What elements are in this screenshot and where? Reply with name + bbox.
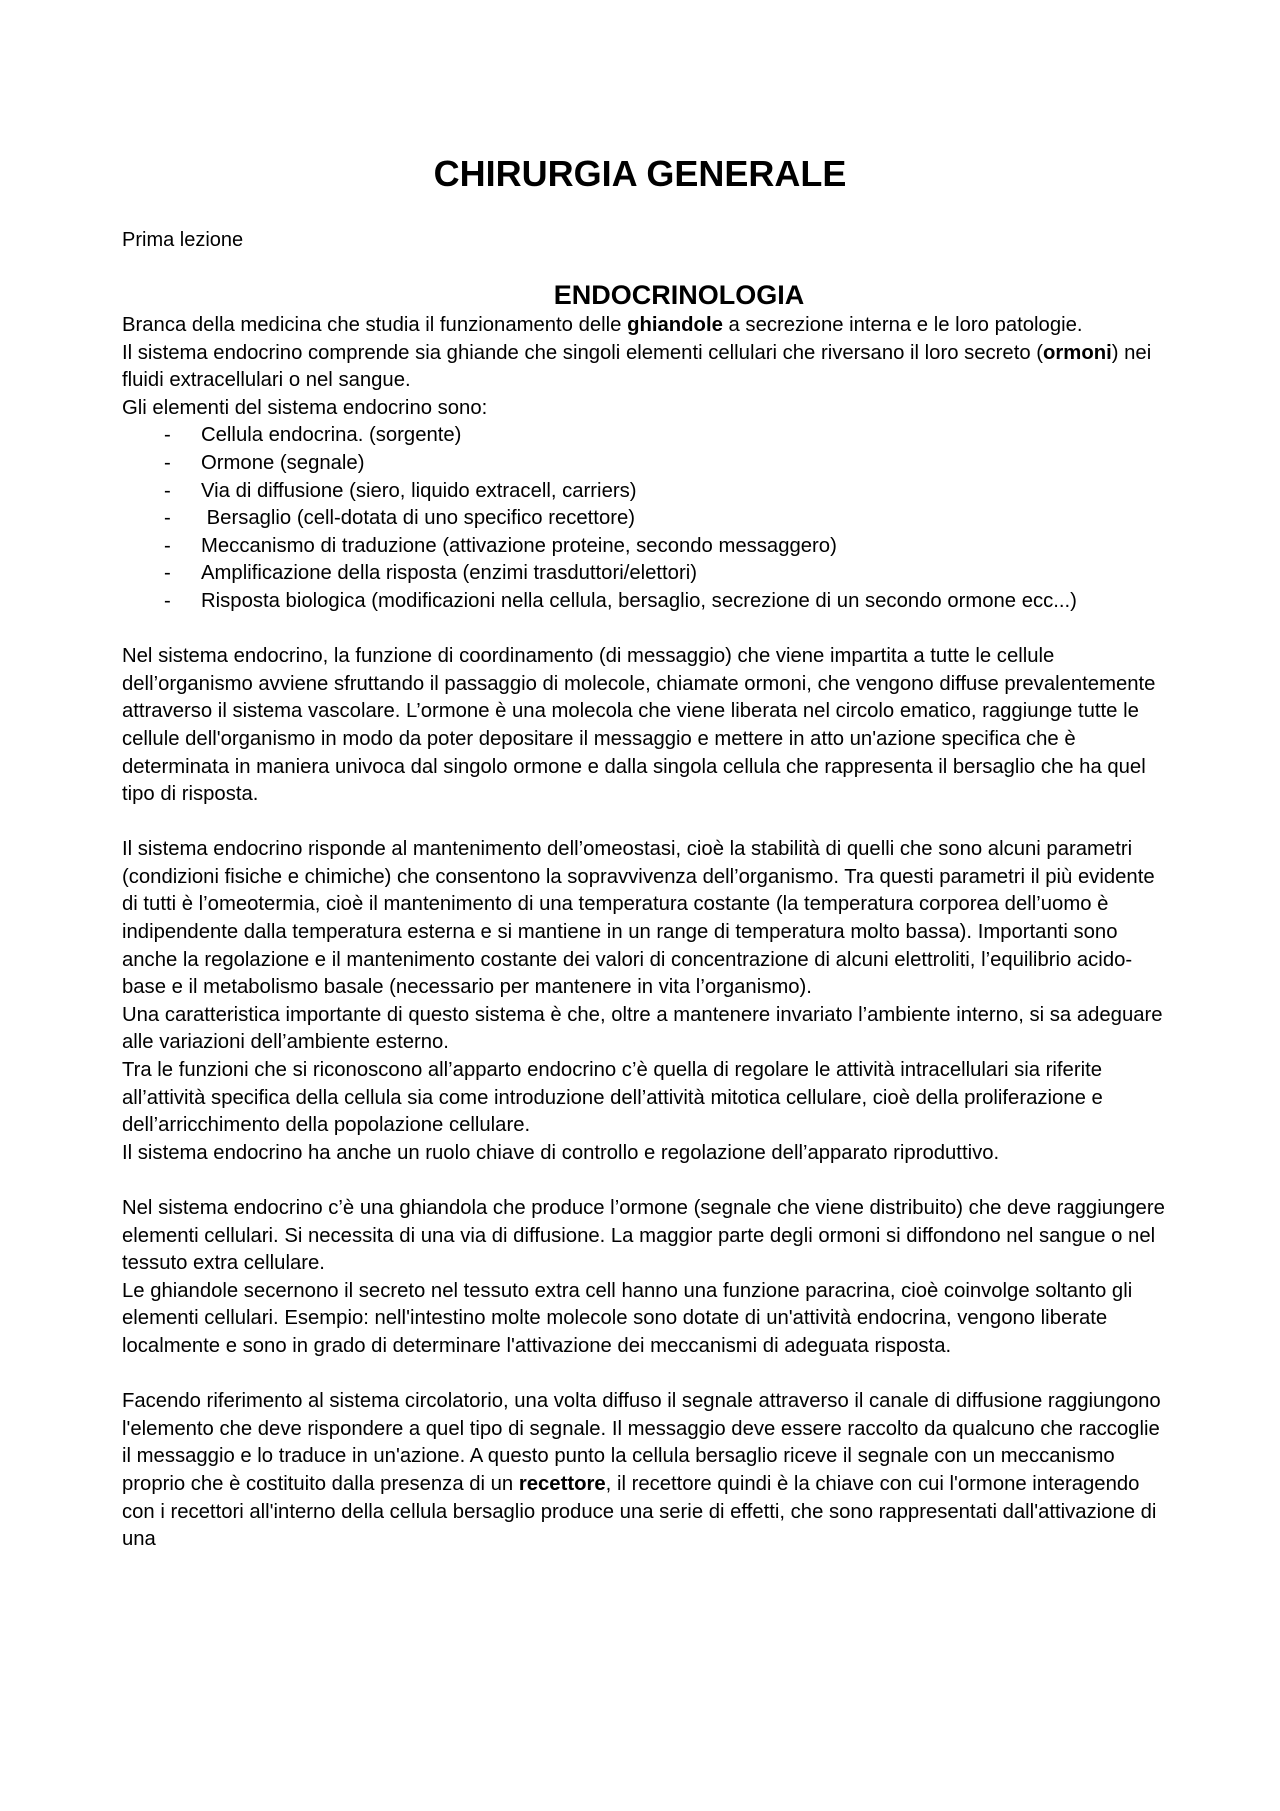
paragraph-gap — [122, 616, 1172, 644]
intro-text: Il sistema endocrino comprende sia ghiande che singoli elementi cellulari che riversano il loro secreto ( — [122, 341, 1044, 364]
lesson-subtitle: Prima lezione — [122, 229, 244, 251]
list-item: - Via di diffusione (siero, liquido extracell, carriers) — [122, 478, 1172, 506]
list-item: - Cellula endocrina. (sorgente) — [122, 422, 1172, 450]
paragraph-gland: Nel sistema endocrino c’è una ghiandola che produce l’ormone (segnale che viene distribuito) che deve raggiungere elementi cellulari. Si necessita di una via di diffusione. La maggior parte degli ormoni si diffondono nel sangue o nel tessuto extra cellulare. — [122, 1197, 1165, 1275]
paragraph-gap — [122, 1361, 1172, 1389]
list-item: - Meccanismo di traduzione (attivazione proteine, secondo messaggero) — [122, 533, 1172, 561]
elements-list — [122, 422, 1172, 615]
intro-text: ) nei fluidi extracellulari o nel sangue. — [122, 341, 1152, 392]
paragraph-paracrine: Le ghiandole secernono il secreto nel tessuto extra cell hanno una funzione paracrina, cioè coinvolge soltanto gli elementi cellulari. Esempio: nell'intestino molte molecole sono dotate di un'attività endocrina, vengono liberate localmente e sono in grado di determinare l'attivazione dei meccanismi di adeguata risposta. — [122, 1279, 1133, 1357]
list-item: - Bersaglio (cell-dotata di uno specifico recettore) — [122, 505, 1172, 533]
intro-paragraph-definition — [122, 312, 1172, 340]
list-intro: Gli elementi del sistema endocrino sono: — [122, 396, 488, 419]
list-item: - Amplificazione della risposta (enzimi trasduttori/elettori) — [122, 560, 1172, 588]
intro-paragraph-system — [122, 340, 1172, 395]
section-heading: ENDOCRINOLOGIA — [553, 280, 805, 310]
paragraph-homeostasis: Il sistema endocrino risponde al mantenimento dell’omeostasi, cioè la stabilità di quelli che sono alcuni parametri (condizioni fisiche e chimiche) che consentono la sopravvivenza dell’organismo. Tra questi parametri il più evidente di tutti è l’omeotermia, cioè il mantenimento di una temperatura costante (la temperatura corporea dell’uomo è indipendente dalla temperatura esterna e si mantiene in un range di temperatura molto bassa). Importanti sono anche la regolazione e il mantenimento costante dei valori di concentrazione di alcuni elettroliti, l’equilibrio acido-base e il metabolismo basale (necessario per mantenere in vita l’organismo). — [122, 838, 1155, 999]
list-item: - Risposta biologica (modificazioni nella cellula, bersaglio, secrezione di un secondo ormone ecc...) — [122, 588, 1172, 616]
bold-term-ormoni: ormoni — [1043, 341, 1112, 364]
intro-text: Branca della medicina che studia il funzionamento delle — [122, 314, 628, 336]
bold-term-ghiandole: ghiandole — [627, 314, 723, 336]
list-item: - Ormone (segnale) — [122, 450, 1172, 478]
paragraph-gap — [122, 809, 1172, 837]
intro-text: a secrezione interna e le loro patologie. — [722, 314, 1083, 336]
body-text: Facendo riferimento al sistema circolatorio, una volta diffuso il segnale attraverso il canale di diffusione raggiungono l'elemento che deve rispondere a quel tipo di segnale. Il messaggio deve essere raccolto da qualcuno che raccoglie il messaggio e lo traduce in un'azione. A questo punto la cellula bersaglio riceve il segnale con un meccanismo proprio che è costituito dalla presenza di un — [122, 1390, 1161, 1495]
paragraph-gap — [122, 1167, 1172, 1195]
body-text: , il recettore quindi è la chiave con cui l'ormone interagendo con i recettori all'interno della cellula bersaglio produce una serie di effetti, che sono rappresentati dall'attivazione di una — [122, 1472, 1157, 1551]
paragraph-reproductive: Il sistema endocrino ha anche un ruolo chiave di controllo e regolazione dell’apparato riproduttivo. — [122, 1141, 1000, 1164]
page-title: CHIRURGIA GENERALE — [433, 153, 847, 194]
document-body — [122, 278, 1172, 1554]
paragraph-adaptation: Una caratteristica importante di questo sistema è che, oltre a mantenere invariato l’ambiente interno, si sa adeguare alle variazioni dell’ambiente esterno. — [122, 1003, 1163, 1054]
bold-term-recettore: recettore — [518, 1472, 606, 1495]
paragraph-coordination: Nel sistema endocrino, la funzione di coordinamento (di messaggio) che viene impartita a tutte le cellule dell’organismo avviene sfruttando il passaggio di molecole, chiamate ormoni, che vengono diffuse prevalentemente attraverso il sistema vascolare. L’ormone è una molecola che viene liberata nel circolo ematico, raggiunge tutte le cellule dell'organismo in modo da poter depositare il messaggio e mettere in atto un'azione specifica che è determinata in maniera univoca dal singolo ormone e dalla singola cellula che rappresenta il bersaglio che ha quel tipo di risposta. — [122, 645, 1156, 806]
paragraph-receptor — [122, 1388, 1172, 1554]
paragraph-functions: Tra le funzioni che si riconoscono all’apparto endocrino c’è quella di regolare le attività intracellulari sia riferite all’attività specifica della cellula sia come introduzione dell’attività mitotica cellulare, cioè della proliferazione e dell’arricchimento della popolazione cellulare. — [122, 1059, 1103, 1137]
